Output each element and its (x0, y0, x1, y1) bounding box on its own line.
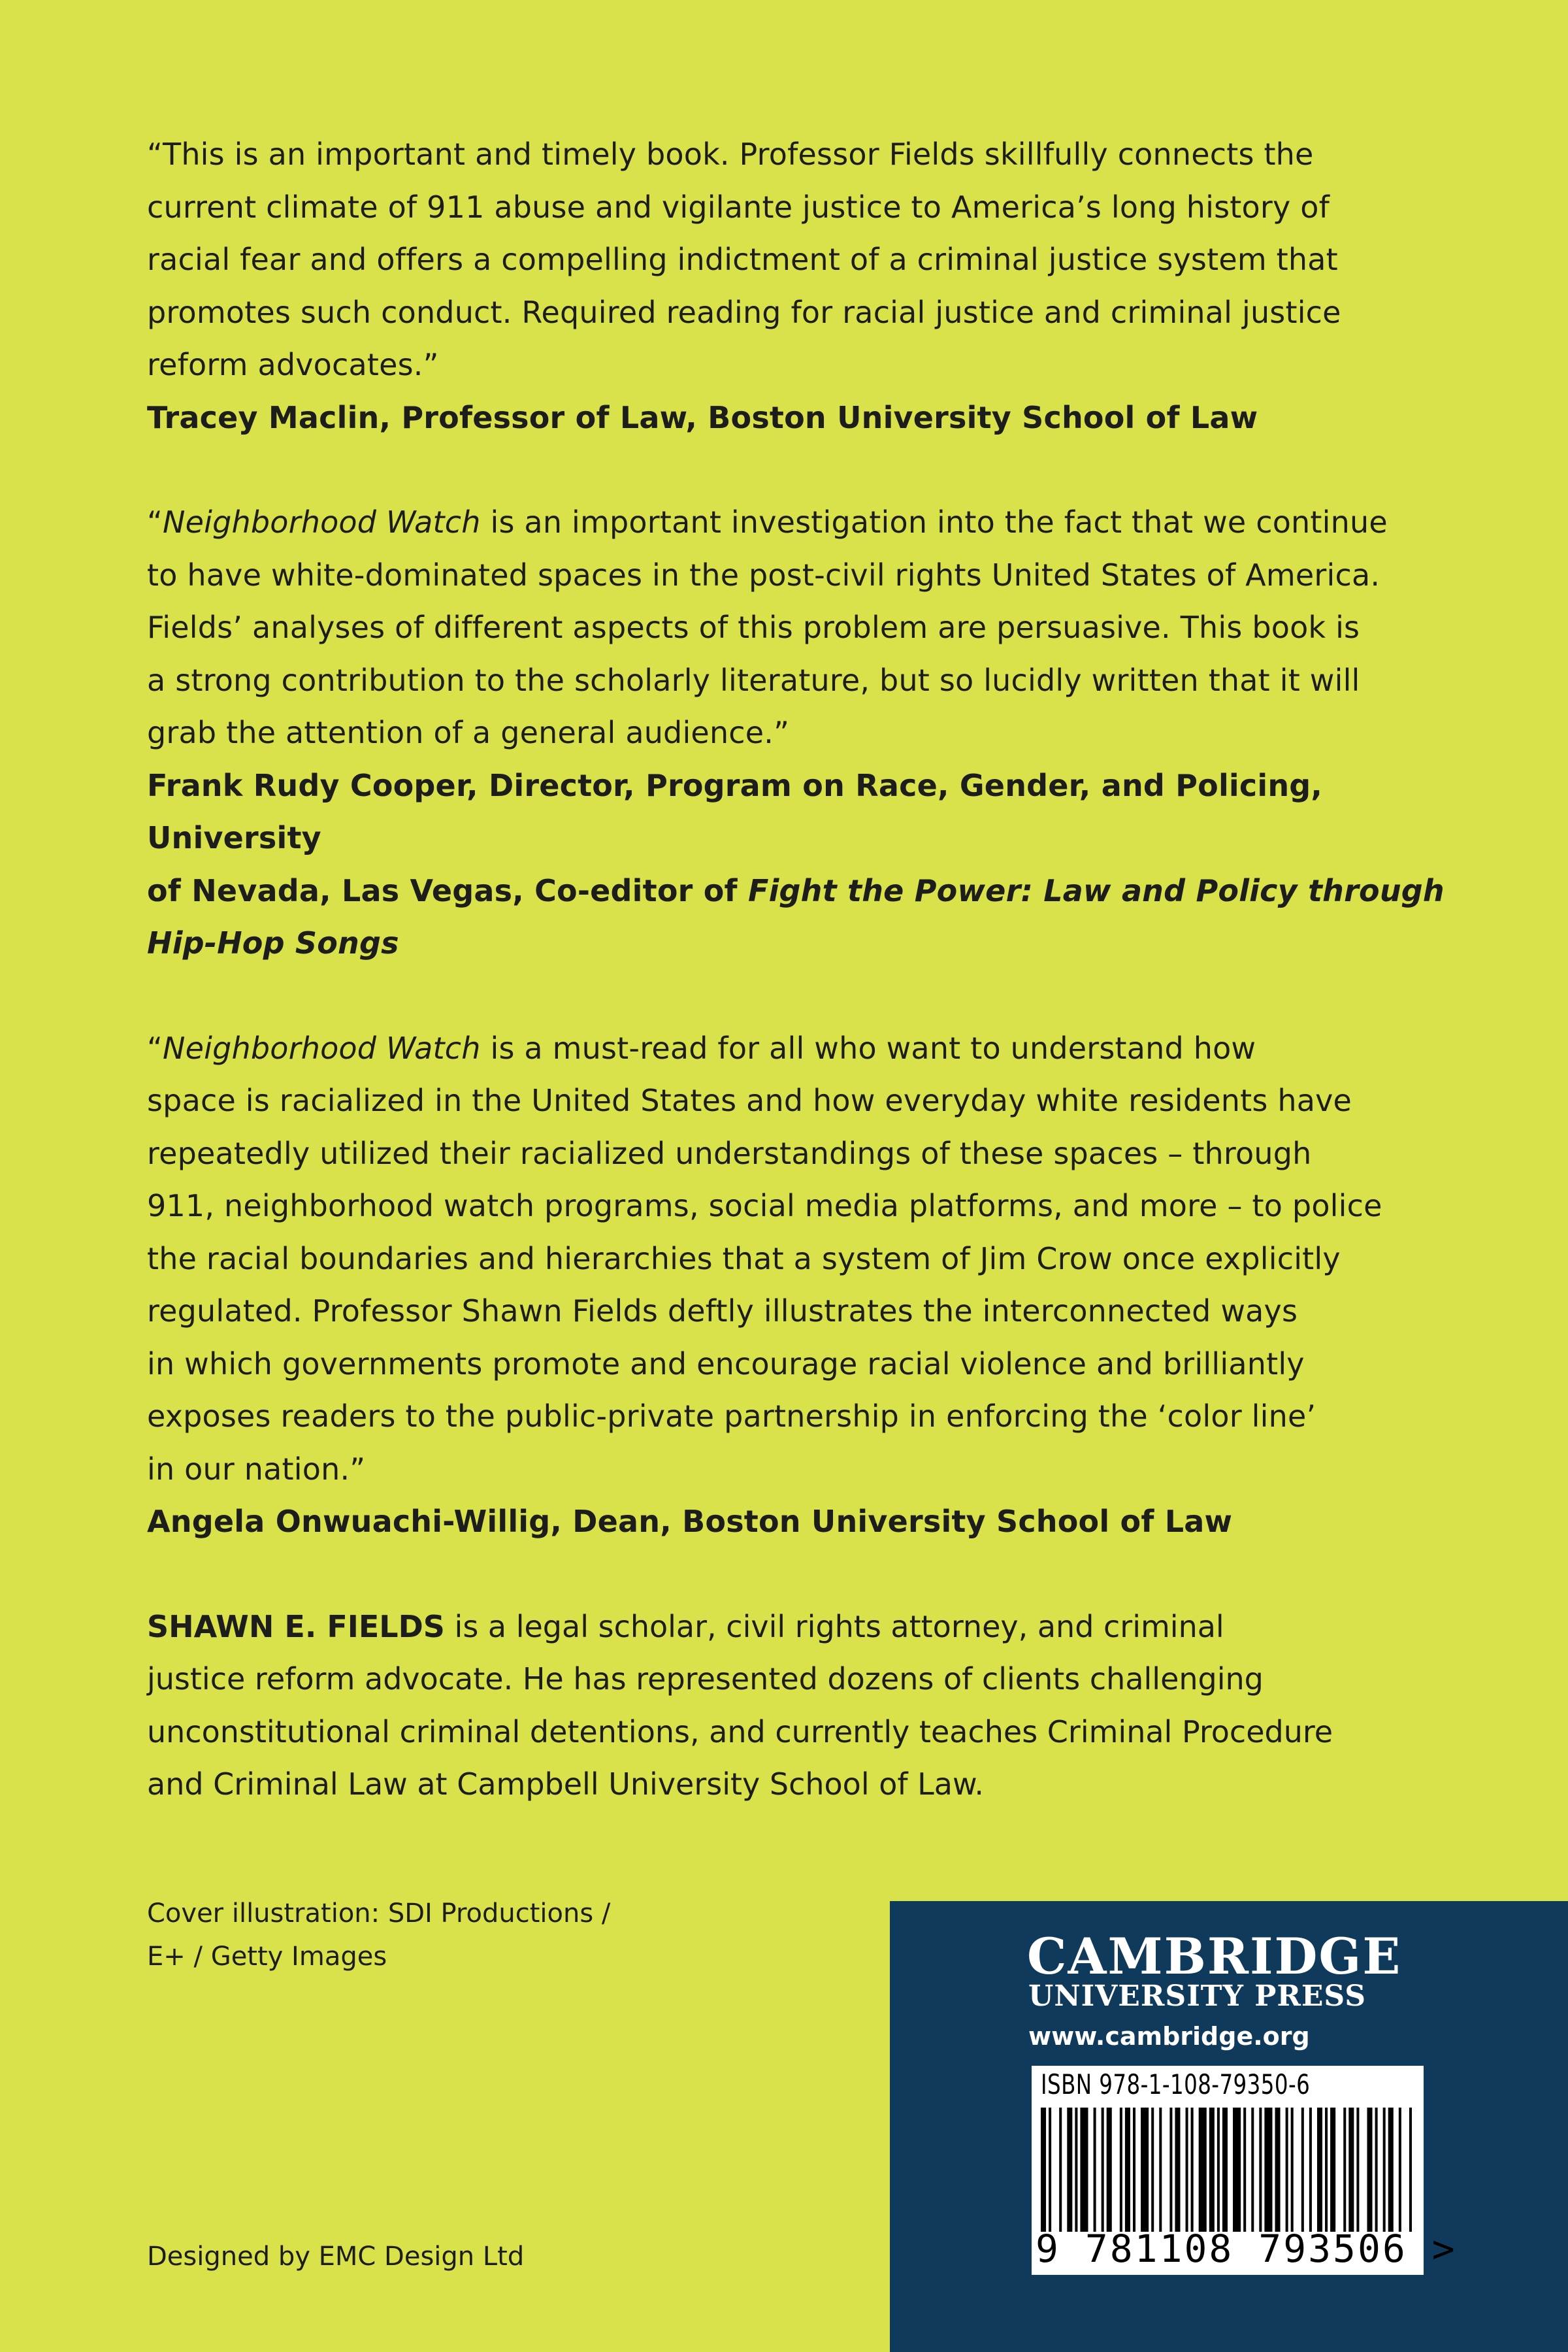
barcode-bar (1251, 2108, 1254, 2232)
barcode-bar (1264, 2108, 1272, 2232)
barcode-bar (1120, 2108, 1122, 2232)
bio-line-text: is a legal scholar, civil rights attorney, and criminal (454, 1608, 1224, 1644)
barcode-bar (1317, 2108, 1322, 2232)
isbn-barcode (1032, 2066, 1457, 2275)
attribution-book-title: Fight the Power: Law and Policy through (747, 872, 1445, 908)
publisher-logo-name: CAMBRIDGE (1027, 1927, 1402, 1985)
quote-line: in our nation.” (147, 1451, 366, 1487)
bio-line: and Criminal Law at Campbell University School of Law. (147, 1766, 985, 1802)
author-name: SHAWN E. FIELDS (147, 1608, 445, 1644)
quote-line: a strong contribution to the scholarly literature, but so lucidly written that it will (147, 662, 1360, 698)
barcode-bar (1383, 2108, 1386, 2232)
barcode-bar (1209, 2108, 1215, 2232)
barcode-bars (1041, 2108, 1414, 2232)
quote-line: grab the attention of a general audience.” (147, 715, 790, 750)
barcode-bar (1375, 2108, 1378, 2232)
barcode-bar (1159, 2108, 1162, 2232)
designer-credit: Designed by EMC Design Ltd (147, 2242, 525, 2272)
barcode-bar (1388, 2108, 1394, 2232)
barcode-bar (1259, 2108, 1262, 2232)
barcode-bar (1175, 2108, 1180, 2232)
barcode-bar (1191, 2108, 1194, 2232)
barcode-bar (1186, 2108, 1188, 2232)
quote-line (147, 1022, 1454, 1075)
barcode-bar (1049, 2108, 1051, 2232)
quote-attribution: Frank Rudy Cooper, Director, Program on Race, Gender, and Policing, University (147, 767, 1323, 855)
quote-line: exposes readers to the public-private partnership in enforcing the ‘color line’ (147, 1399, 1316, 1434)
barcode-bar (1041, 2108, 1046, 2232)
barcode-bar (1343, 2108, 1346, 2232)
barcode-bar (1399, 2108, 1401, 2232)
quote-attribution (147, 865, 1454, 918)
quote-line-text: is an important investigation into the fact that we continue (490, 505, 1388, 540)
quote-open-mark: “ (147, 1030, 163, 1066)
barcode-bar (1356, 2108, 1359, 2232)
endorsement-quote-3 (147, 1022, 1454, 1548)
cover-credit (147, 1892, 735, 1978)
quote-line: 911, neighborhood watch programs, social media platforms, and more – to police (147, 1188, 1382, 1223)
barcode-bar (1330, 2108, 1335, 2232)
bio-line: unconstitutional criminal detentions, and currently teaches Criminal Procedure (147, 1714, 1333, 1749)
barcode-bar (1325, 2108, 1328, 2232)
quote-line: space is racialized in the United States and how everyday white residents have (147, 1083, 1352, 1118)
barcode-bar (1243, 2108, 1246, 2232)
quote-attribution: Tracey Maclin, Professor of Law, Boston University School of Law (147, 399, 1258, 435)
quote-line: to have white-dominated spaces in the post-civil rights United States of America. (147, 557, 1380, 593)
quote-line: Fields’ analyses of different aspects of this problem are persuasive. This book is (147, 610, 1360, 645)
barcode-digits (1036, 2227, 1457, 2272)
barcode-bar (1125, 2108, 1130, 2232)
barcode-bar (1075, 2108, 1077, 2232)
quote-line: regulated. Professor Shawn Fields deftly illustrates the interconnected ways (147, 1293, 1298, 1329)
book-title: Neighborhood Watch (163, 505, 481, 540)
barcode-bar (1217, 2108, 1220, 2232)
quote-line: promotes such conduct. Required reading for racial justice and criminal justice (147, 294, 1341, 330)
barcode-bar (1275, 2108, 1281, 2232)
bio-line (147, 1600, 1454, 1653)
barcode-bar (1409, 2108, 1412, 2232)
quote-attribution: Angela Onwuachi-Willig, Dean, Boston University School of Law (147, 1504, 1233, 1539)
quote-line: racial fear and offers a compelling indictment of a criminal justice system that (147, 242, 1338, 277)
quote-line-text: is a must-read for all who want to understand how (490, 1030, 1256, 1066)
barcode-bar (1059, 2108, 1062, 2232)
attribution-book-title-cont: Hip-Hop Songs (147, 925, 399, 961)
barcode-bar (1199, 2108, 1207, 2232)
author-bio (147, 1600, 1454, 1811)
barcode-bar (1141, 2108, 1149, 2232)
barcode-digit-text: 9 781108 793506 > (1036, 2227, 1457, 2271)
back-cover-content (147, 128, 1454, 1811)
endorsement-quote-2 (147, 496, 1454, 970)
credit-line: E+ / Getty Images (147, 1942, 387, 1972)
quote-line (147, 496, 1454, 549)
quote-attribution (147, 917, 1454, 970)
barcode-bar (1133, 2108, 1135, 2232)
barcode-bar (1348, 2108, 1354, 2232)
barcode-bar (1169, 2108, 1172, 2232)
quote-line: “This is an important and timely book. Professor Fields skillfully connects the (147, 137, 1314, 172)
barcode-bar (1102, 2108, 1104, 2232)
barcode-bar (1233, 2108, 1241, 2232)
bio-line: justice reform advocate. He has represented dozens of clients challenging (147, 1661, 1264, 1697)
publisher-panel (890, 1901, 1568, 2352)
barcode-bar (1151, 2108, 1154, 2232)
quote-line: current climate of 911 abuse and vigilante justice to America’s long history of (147, 189, 1330, 225)
quote-line: repeatedly utilized their racialized understandings of these spaces – through (147, 1135, 1312, 1171)
barcode-bar (1067, 2108, 1072, 2232)
publisher-url: www.cambridge.org (1028, 2022, 1310, 2051)
endorsement-quote-1 (147, 128, 1454, 444)
barcode-bar (1107, 2108, 1112, 2232)
credit-line: Cover illustration: SDI Productions / (147, 1898, 611, 1929)
book-title: Neighborhood Watch (163, 1030, 481, 1066)
attribution-text: of Nevada, Las Vegas, Co-editor of (147, 872, 738, 908)
barcode-bar (1094, 2108, 1096, 2232)
barcode-bar (1301, 2108, 1304, 2232)
barcode-bar (1286, 2108, 1288, 2232)
barcode-bar (1367, 2108, 1372, 2232)
quote-line: reform advocates.” (147, 347, 439, 382)
isbn-text: ISBN 978-1-108-79350-6 (1041, 2068, 1311, 2100)
barcode-bar (1291, 2108, 1294, 2232)
quote-line: in which governments promote and encourage racial violence and brilliantly (147, 1346, 1305, 1382)
barcode-bar (1309, 2108, 1312, 2232)
quote-line: the racial boundaries and hierarchies that a system of Jim Crow once explicitly (147, 1240, 1341, 1276)
quote-open-mark: “ (147, 505, 163, 540)
publisher-logo-subname: UNIVERSITY PRESS (1028, 1979, 1367, 2013)
barcode-bar (1222, 2108, 1228, 2232)
barcode-bar (1080, 2108, 1088, 2232)
